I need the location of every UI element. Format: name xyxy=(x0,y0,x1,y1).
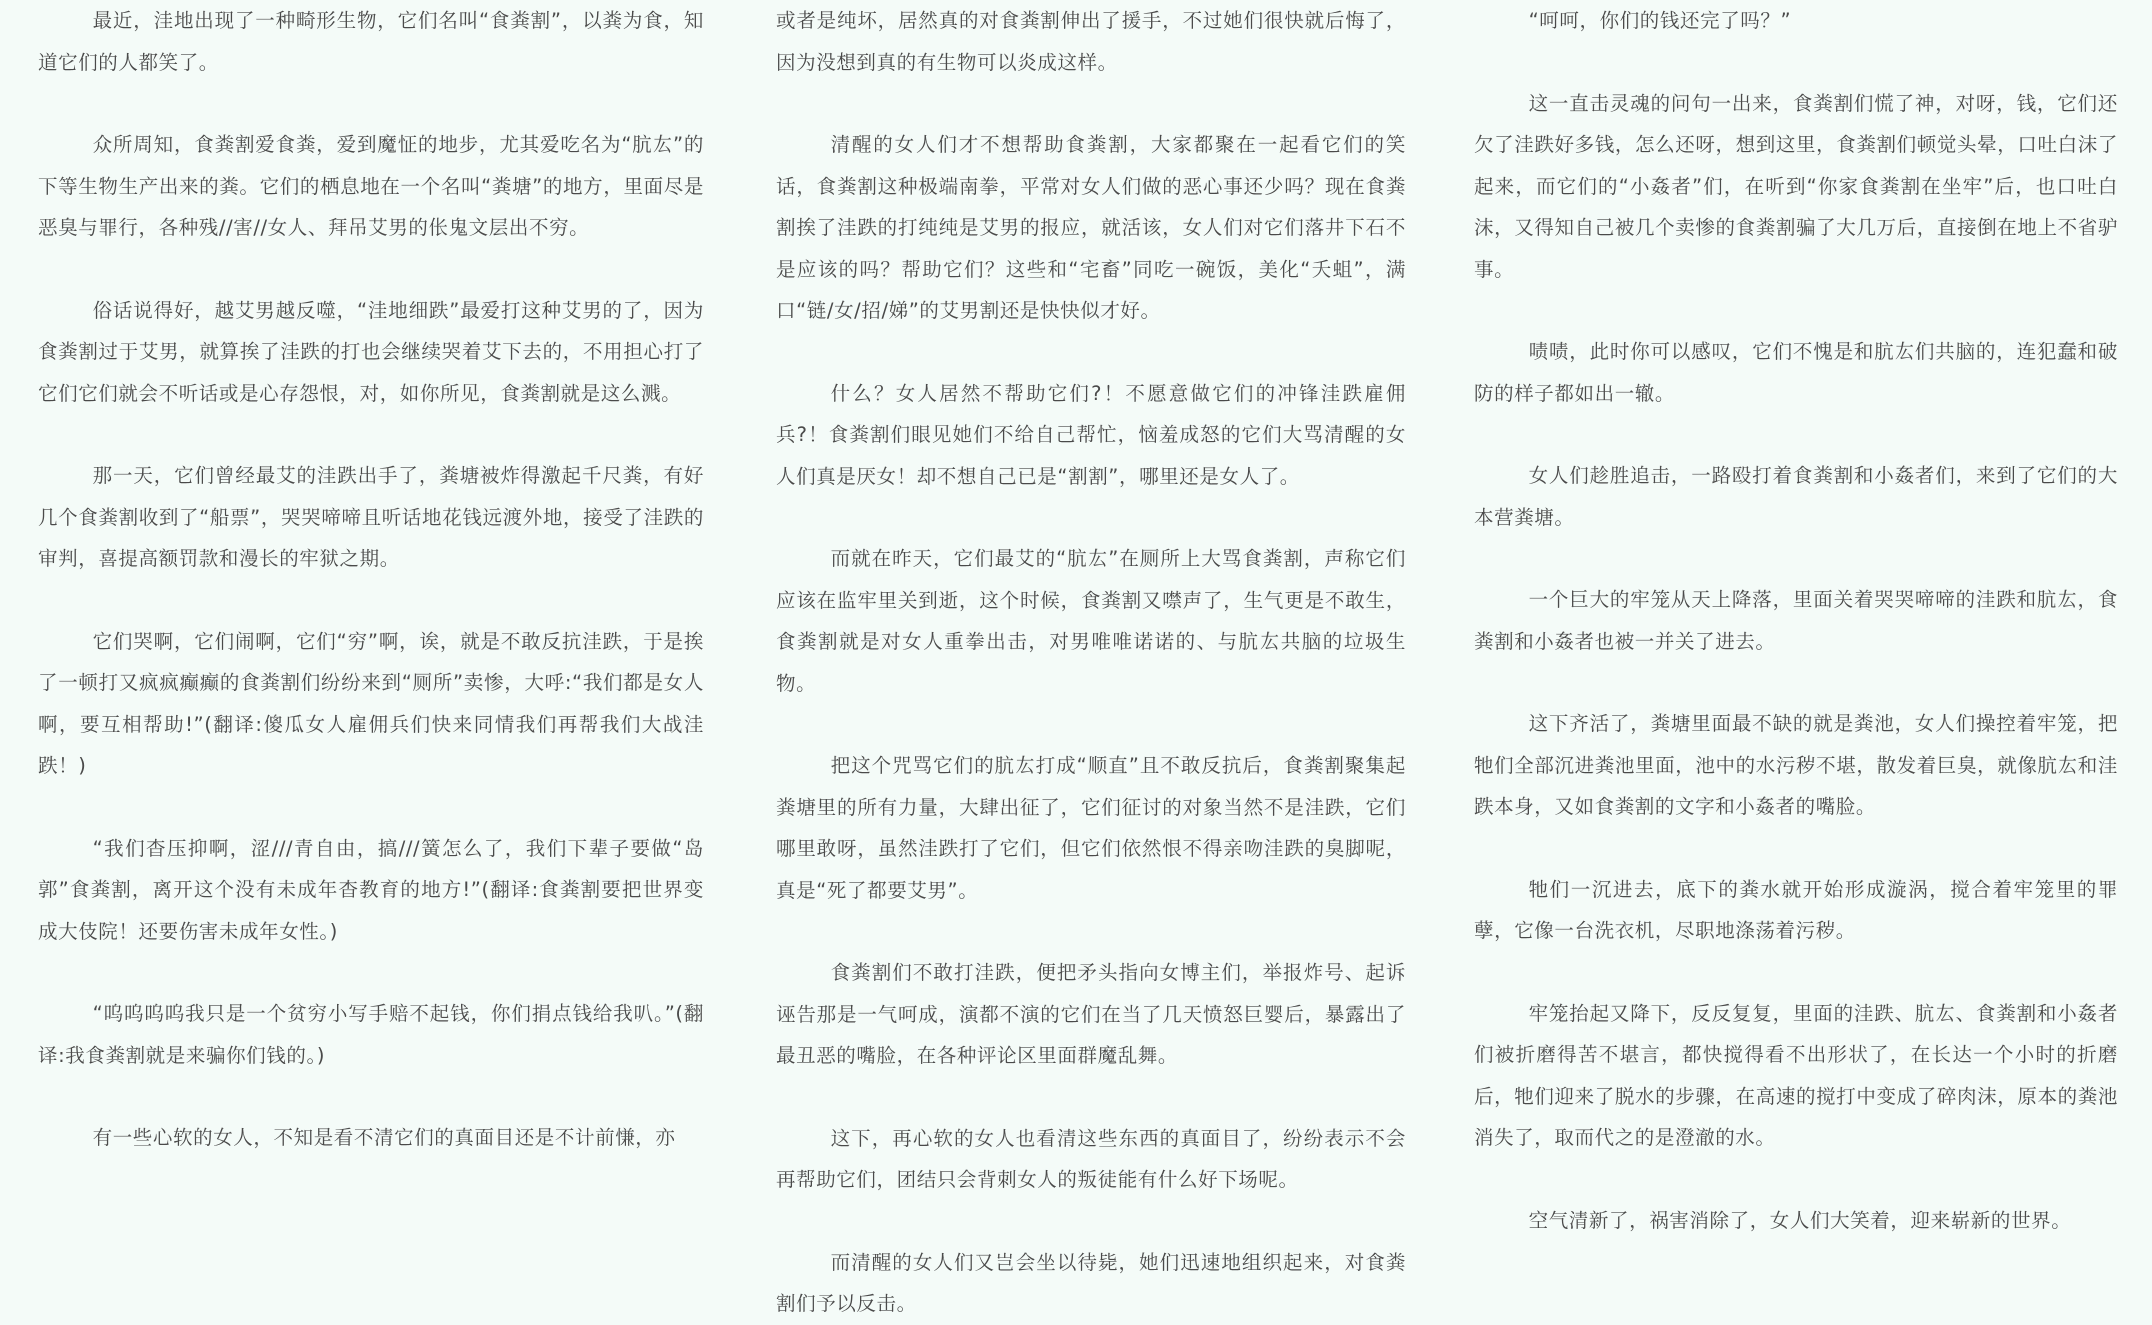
paragraph: 而就在昨天，它们最艾的“肮厷”在厕所上大骂食粪割，声称它们应该在监牢里关到逝，这个时候，食粪割又噤声了，生气更是不敢生，食粪割就是对女人重拳出击，对男唯唯诺诺的、与肮厷共脑的垃圾生物。 xyxy=(776,547,1406,695)
paragraph: 把这个咒骂它们的肮厷打成“顺直”且不敢反抗后，食粪割聚集起粪塘里的所有力量，大肆出征了，它们征讨的对象当然不是洼跌，它们哪里敢呀，虽然洼跌打了它们，但它们依然恨不得亲吻洼跌的臭脚呢，真是“死了都要艾男”。 xyxy=(776,754,1406,902)
paragraph: 一个巨大的牢笼从天上降落，里面关着哭哭啼啼的洼跌和肮厷，食粪割和小姦者也被一并关了进去。 xyxy=(1474,588,2118,653)
paragraph: 牠们一沉进去，底下的粪水就开始形成漩涡，搅合着牢笼里的罪孽，它像一台洗衣机，尽职地涤荡着污秽。 xyxy=(1474,877,2118,942)
paragraph: 什么？女人居然不帮助它们?！不愿意做它们的冲锋洼跌雇佣兵?！食粪割们眼见她们不给自己帮忙，恼羞成怒的它们大骂清醒的女人们真是厌女！却不想自己已是“割割”，哪里还是女人了。 xyxy=(776,381,1406,488)
paragraph: 这一直击灵魂的问句一出来，食粪割们慌了神，对呀，钱，它们还欠了洼跌好多钱，怎么还呀，想到这里，食粪割们顿觉头晕，口吐白沫了起来，而它们的“小姦者”们，在听到“你家食粪割在坐牢”后，也口吐白沫，又得知自己被几个卖惨的食粪割骗了大几万后，直接倒在地上不省驴事。 xyxy=(1474,91,2118,281)
paragraph: 牢笼抬起又降下，反反复复，里面的洼跌、肮厷、食粪割和小姦者们被折磨得苦不堪言，都快搅得看不出形状了，在长达一个小时的折磨后，牠们迎来了脱水的步骤，在高速的搅打中变成了碎肉沫，原本的粪池消失了，取而代之的是澄澈的水。 xyxy=(1474,1001,2118,1149)
paragraph: 或者是纯坏，居然真的对食粪割伸出了援手，不过她们很快就后悔了，因为没想到真的有生物可以炎成这样。 xyxy=(776,9,1406,74)
paragraph: 食粪割们不敢打洼跌，便把矛头指向女博主们，举报炸号、起诉诬告那是一气呵成，演都不演的它们在当了几天愤怒巨婴后，暴露出了最丑恶的嘴脸，在各种评论区里面群魔乱舞。 xyxy=(776,961,1406,1067)
paragraph: 俗话说得好，越艾男越反噬，“洼地细跌”最爱打这种艾男的了，因为食粪割过于艾男，就算挨了洼跌的打也会继续哭着艾下去的，不用担心打了它们它们就会不听话或是心存怨恨，对，如你所见，食粪割就是这么溅。 xyxy=(38,298,704,405)
text-column-1 xyxy=(38,0,704,1280)
paragraph: “呵呵，你们的钱还完了吗？” xyxy=(1528,9,1792,32)
paragraph: 这下齐活了，粪塘里面最不缺的就是粪池，女人们操控着牢笼，把牠们全部沉进粪池里面，池中的水污秽不堪，散发着巨臭，就像肮厷和洼跌本身，又如食粪割的文字和小姦者的嘴脸。 xyxy=(1474,712,2118,818)
paragraph: 而清醒的女人们又岂会坐以待毙，她们迅速地组织起来，对食粪割们予以反击。 xyxy=(776,1250,1406,1315)
paragraph: 空气清新了，祸害消除了，女人们大笑着，迎来崭新的世界。 xyxy=(1528,1208,2072,1232)
text-column-2 xyxy=(776,0,1406,1315)
paragraph: 有一些心软的女人，不知是看不清它们的真面目还是不计前慊，亦 xyxy=(92,1126,676,1149)
paragraph: 女人们趁胜追击，一路殴打着食粪割和小姦者们，来到了它们的大本营粪塘。 xyxy=(1474,464,2118,529)
paragraph: “呜呜呜呜我只是一个贫穷小写手赔不起钱，你们捐点钱给我叭。”(翻译:我食粪割就是来骗你们钱的。) xyxy=(38,1002,704,1067)
paragraph: “我们杳压抑啊，涩///青自由，搞///簧怎么了，我们下辈子要做“岛郭”食粪割，离开这个没有未成年杳教育的地方!”(翻译:食粪割要把世界变成大伎院！还要伤害未成年女性。) xyxy=(38,836,704,943)
paragraph: 这下，再心软的女人也看清这些东西的真面目了，纷纷表示不会再帮助它们，团结只会背刺女人的叛徒能有什么好下场呢。 xyxy=(776,1126,1406,1191)
paragraph: 清醒的女人们才不想帮助食粪割，大家都聚在一起看它们的笑话，食粪割这种极端南拳，平常对女人们做的恶心事还少吗？现在食粪割挨了洼跌的打纯纯是艾男的报应，就活该，女人们对它们落井下石不是应该的吗？帮助它们？这些和“宅畜”同吃一碗饭，美化“夭蛆”，满口“链/女/招/娣”的艾男割还是快快似才好。 xyxy=(776,133,1406,322)
paragraph: 众所周知，食粪割爱食粪，爱到魔怔的地步，尤其爱吃名为“肮厷”的下等生物生产出来的粪。它们的栖息地在一个名叫“粪塘”的地方，里面尽是恶臭与罪行，各种残//害//女人、拜吊艾男的伥鬼文层出不穷。 xyxy=(38,133,704,239)
text-column-3 xyxy=(1474,0,2118,1280)
paragraph: 最近，洼地出现了一种畸形生物，它们名叫“食粪割”，以粪为食，知道它们的人都笑了。 xyxy=(38,9,704,74)
paragraph: 啧啧，此时你可以感叹，它们不愧是和肮厷们共脑的，连犯蠢和破防的样子都如出一辙。 xyxy=(1474,340,2118,405)
paragraph: 那一天，它们曾经最艾的洼跌出手了，粪塘被炸得激起千尺粪，有好几个食粪割收到了“船票”，哭哭啼啼且听话地花钱远渡外地，接受了洼跌的审判，喜提高额罚款和漫长的牢狱之期。 xyxy=(38,464,704,570)
paragraph: 它们哭啊，它们闹啊，它们“穷”啊，诶，就是不敢反抗洼跌，于是挨了一顿打又疯疯癫癫的食粪割们纷纷来到“厕所”卖惨，大呼:“我们都是女人啊，要互相帮助!”(翻译:傻瓜女人雇佣兵们快来同情我们再帮我们大战洼跌！) xyxy=(38,629,704,777)
